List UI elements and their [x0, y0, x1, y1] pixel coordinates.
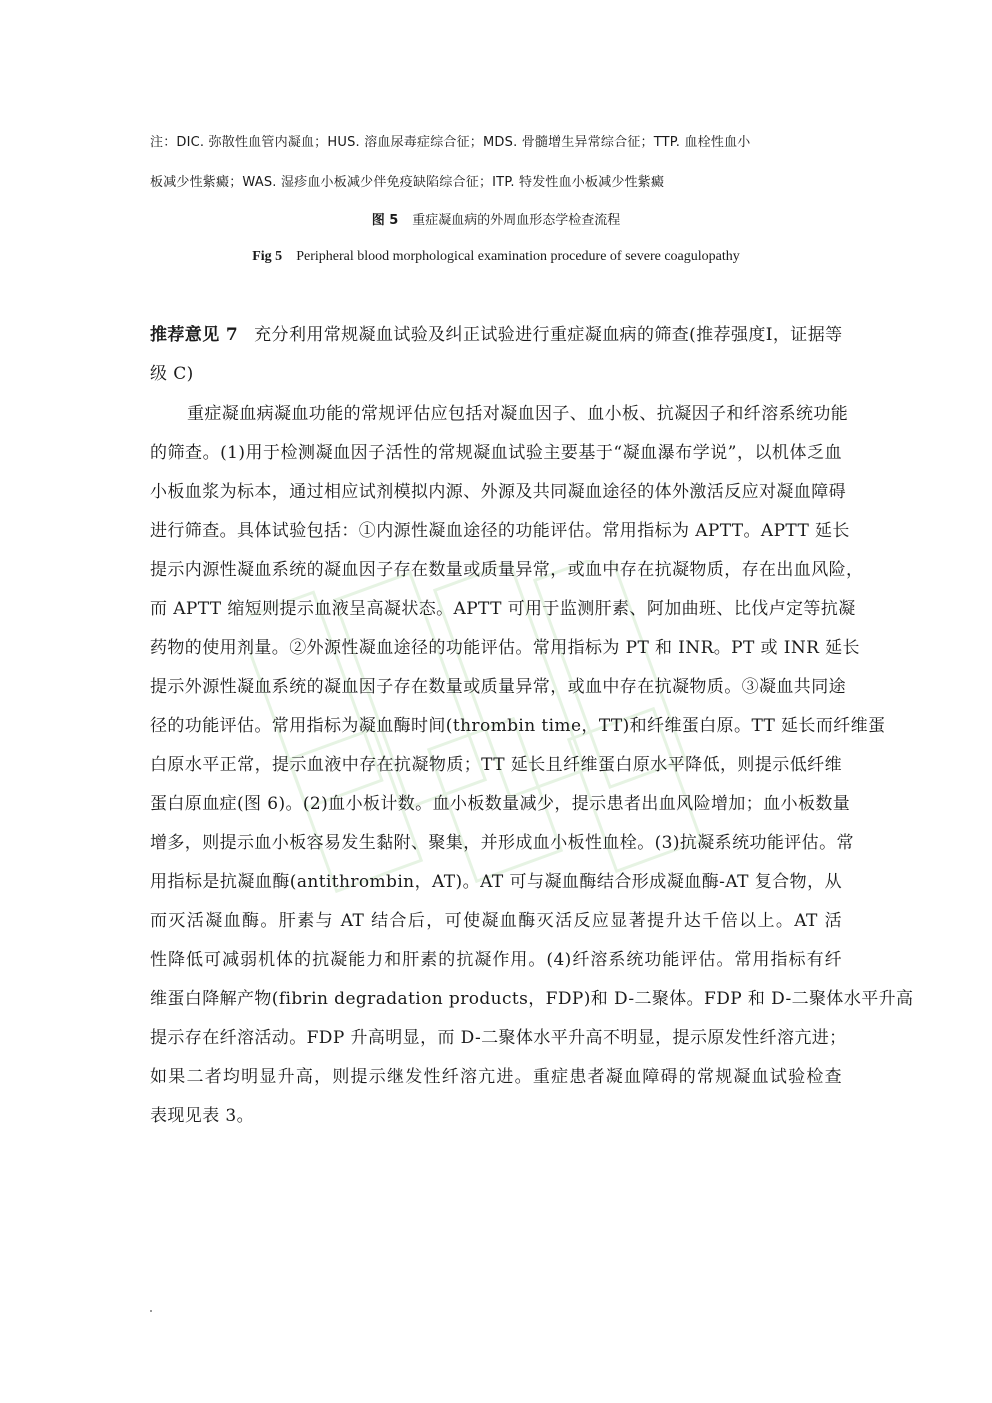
figure-label-cn: 图 5 [371, 213, 399, 228]
paragraph-line: 而灭活凝血酶。肝素与 AT 结合后，可使凝血酶灭活反应显著提升达千倍以上。AT 活 [150, 911, 842, 931]
paragraph-line: 的筛查。(1)用于检测凝血因子活性的常规凝血试验主要基于“凝血瀑布学说”，以机体乏血 [150, 443, 842, 463]
figure-title-cn: 重症凝血病的外周血形态学检查流程 [412, 213, 621, 228]
paragraph-line: 表现见表 3。 [150, 1106, 255, 1126]
figure-caption-cn [0, 209, 992, 228]
paragraph-line: 进行筛查。具体试验包括：①内源性凝血途径的功能评估。常用指标为 APTT。APTT 延长 [150, 521, 850, 541]
paragraph-line: 性降低可减弱机体的抗凝能力和肝素的抗凝作用。(4)纤溶系统功能评估。常用指标有纤 [150, 950, 842, 970]
paragraph-line: 径的功能评估。常用指标为凝血酶时间(thrombin time，TT)和纤维蛋白原。TT 延长而纤维蛋 [150, 716, 886, 736]
paragraph-line: 重症凝血病凝血功能的常规评估应包括对凝血因子、血小板、抗凝因子和纤溶系统功能 [187, 404, 849, 424]
paragraph-line: 用指标是抗凝血酶(antithrombin，AT)。AT 可与凝血酶结合形成凝血酶-AT 复合物，从 [150, 872, 842, 892]
paragraph-line: 提示外源性凝血系统的凝血因子存在数量或质量异常，或血中存在抗凝物质。③凝血共同途 [150, 677, 846, 697]
recommendation-line-1 [150, 324, 842, 346]
figure-note-line-2: 板减少性紫癜；WAS. 湿疹血小板减少伴免疫缺陷综合征；ITP. 特发性血小板减少性紫癜 [150, 175, 665, 190]
figure-note-line-1: 注：DIC. 弥散性血管内凝血；HUS. 溶血尿毒症综合征；MDS. 骨髓增生异常综合征；TTP. 血栓性血小 [150, 135, 751, 150]
recommendation-text-1: 充分利用常规凝血试验及纠正试验进行重症凝血病的筛查(推荐强度Ⅰ，证据等 [254, 325, 843, 345]
recommendation-label: 推荐意见 7 [150, 325, 239, 345]
paragraph-line: 维蛋白降解产物(fibrin degradation products，FDP)和 D-二聚体。FDP 和 D-二聚体水平升高 [150, 989, 914, 1009]
page-mark [150, 1310, 152, 1312]
figure-caption-en [0, 249, 992, 265]
paragraph-line: 提示内源性凝血系统的凝血因子存在数量或质量异常，或血中存在抗凝物质，存在出血风险， [150, 560, 864, 580]
paragraph-line: 小板血浆为标本，通过相应试剂模拟内源、外源及共同凝血途径的体外激活反应对凝血障碍 [150, 482, 846, 502]
paragraph-line: 蛋白原血症(图 6)。(2)血小板计数。血小板数量减少，提示患者出血风险增加；血小板数量 [150, 794, 851, 814]
paragraph-line: 药物的使用剂量。②外源性凝血途径的功能评估。常用指标为 PT 和 INR。PT 或 INR 延长 [150, 638, 860, 658]
figure-title-en: Peripheral blood morphological examination procedure of severe coagulopathy [296, 249, 740, 264]
figure-label-en: Fig 5 [252, 249, 283, 264]
paragraph-line: 如果二者均明显升高，则提示继发性纤溶亢进。重症患者凝血障碍的常规凝血试验检查 [150, 1067, 842, 1087]
paragraph-line: 白原水平正常，提示血液中存在抗凝物质；TT 延长且纤维蛋白原水平降低，则提示低纤维 [150, 755, 842, 775]
paragraph-line: 而 APTT 缩短则提示血液呈高凝状态。APTT 可用于监测肝素、阿加曲班、比伐卢定等抗凝 [150, 599, 856, 619]
paragraph-line: 提示存在纤溶活动。FDP 升高明显，而 D-二聚体水平升高不明显，提示原发性纤溶亢进； [150, 1028, 847, 1048]
recommendation-line-2: 级 C) [150, 364, 194, 384]
paragraph-line: 增多，则提示血小板容易发生黏附、聚集，并形成血小板性血栓。(3)抗凝系统功能评估。常 [150, 833, 854, 853]
